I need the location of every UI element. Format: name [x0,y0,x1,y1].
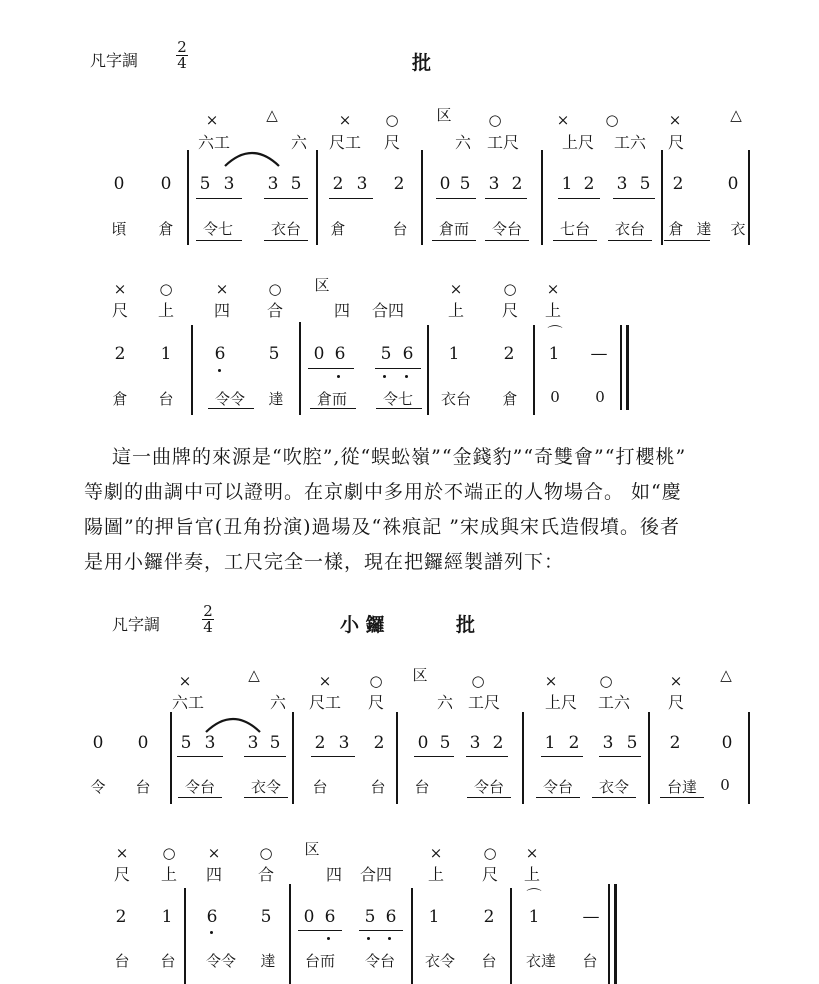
note: 6 [324,907,336,927]
perc: 衣台 [614,220,645,238]
time-signature [198,604,218,635]
note: 2 [373,733,385,753]
beam [467,797,511,798]
perc: 0 [550,388,560,406]
bar-line [299,322,301,415]
gongche: 六工 [197,133,230,152]
beam [664,240,710,241]
meter-bottom: 4 [177,54,187,72]
note: 2 [115,907,127,927]
gongche: 六工 [171,693,204,712]
gongche: 上 [160,865,177,884]
mark: × [215,280,229,298]
note: 2 [669,733,681,753]
note: 6 [334,344,346,364]
note: 2 [492,733,504,753]
note: 5 [439,733,451,753]
gongche: 尺工 [308,693,341,712]
note: 2 [503,344,515,364]
beam [244,797,288,798]
gongche: 尺 [667,133,684,152]
note: 5 [290,174,302,194]
key-signature: 凡字調 [90,51,139,70]
perc: 令台 [491,220,522,238]
gongche: 工六 [597,693,630,712]
perc: 令台 [184,778,215,796]
note: 6 [385,907,397,927]
bar-line [533,325,535,415]
note: 6 [206,907,218,927]
mark: × [113,280,127,298]
mark: ○ [471,672,485,690]
perc: 達 [268,390,284,408]
meter-bottom: 4 [203,618,213,636]
note: 3 [469,733,481,753]
mark: × [668,111,682,129]
note: — [582,907,600,927]
tie-arc [222,146,282,170]
note: 0 [160,174,172,194]
note: 2 [483,907,495,927]
beam [310,408,356,409]
perc: 令台 [542,778,573,796]
gongche: 尺 [367,693,384,712]
note: 1 [561,174,573,194]
perc: 0 [595,388,605,406]
note: 5 [269,733,281,753]
note: 1 [528,907,540,927]
gongche: 上 [157,301,174,320]
beam [432,240,476,241]
note: — [590,344,608,364]
mark: × [205,111,219,129]
mark: × [546,280,560,298]
piece-title-suffix: 批 [456,614,476,636]
note: 3 [223,174,235,194]
note: 5 [639,174,651,194]
gongche: 六 [454,133,471,152]
beam [599,756,641,757]
note: 2 [393,174,405,194]
bar-line [510,888,512,984]
note: 1 [548,344,560,364]
mark: × [338,111,352,129]
bar-line [187,150,189,245]
piece-title: 小 鑼 [340,614,385,636]
beam [592,797,636,798]
gongche: 尺 [667,693,684,712]
note: 1 [161,907,173,927]
perc: 衣令 [424,952,455,970]
beam [613,198,655,199]
paragraph-line: 這一曲牌的來源是“吹腔”,從“蜈蚣嶺”“金錢豹”“奇雙會”“打櫻桃” [112,446,687,468]
perc: 倉 [158,220,174,238]
final-bar-thin [608,884,610,984]
perc: 七台 [559,220,590,238]
beam [375,368,421,369]
gongche: 尺 [481,865,498,884]
beam [308,368,354,369]
mark: ○ [483,844,497,862]
note: 3 [338,733,350,753]
gongche: 工尺 [486,133,519,152]
perc: 令令 [214,390,245,408]
mark: ○ [385,111,399,129]
octave-dot [367,937,370,940]
mark: × [525,844,539,862]
bar-line [648,712,650,804]
mark: × [178,672,192,690]
bar-line [396,712,398,804]
beam [264,240,308,241]
beam [311,756,355,757]
note: 1 [448,344,460,364]
beam [436,198,476,199]
note: 3 [616,174,628,194]
fermata: ⌒ [526,887,542,905]
note: 5 [380,344,392,364]
mark: 区 [314,276,330,294]
note: 5 [459,174,471,194]
perc: 台 [370,778,386,796]
gongche: 合 [266,301,283,320]
bar-line [748,150,750,245]
bar-line [316,150,318,245]
mark: × [207,844,221,862]
mark: × [318,672,332,690]
perc: 倉而 [316,390,347,408]
gongche: 四 [213,301,230,320]
gongche: 工尺 [467,693,500,712]
perc: 令七 [202,220,233,238]
time-signature [172,40,192,71]
mark: × [449,280,463,298]
gongche: 上 [544,301,561,320]
gongche: 上 [523,865,540,884]
note: 5 [180,733,192,753]
note: 1 [544,733,556,753]
beam [660,797,704,798]
mark: × [429,844,443,862]
gongche: 合四 [371,301,404,320]
perc: 令 [90,778,106,796]
note: 0 [313,344,325,364]
octave-dot [210,931,213,934]
note: 2 [672,174,684,194]
beam [178,797,222,798]
note: 2 [568,733,580,753]
beam [553,240,597,241]
beam [298,930,342,931]
note: 6 [214,344,226,364]
mark: × [556,111,570,129]
perc: 令令 [205,952,236,970]
note: 0 [721,733,733,753]
perc: 台 [114,952,130,970]
gongche: 六 [290,133,307,152]
mark: ○ [488,111,502,129]
fermata: ⌒ [547,324,563,342]
perc: 頃 [111,220,127,238]
note: 5 [260,907,272,927]
bar-line [541,150,543,245]
beam [264,198,308,199]
perc: 令台 [364,952,395,970]
octave-dot [388,937,391,940]
octave-dot [337,375,340,378]
mark: ○ [599,672,613,690]
gongche: 合四 [359,865,392,884]
paragraph-line: 是用小鑼伴奏，工尺完全一樣，現在把鑼經製譜列下： [84,551,565,573]
perc: 台達 [666,778,697,796]
octave-dot [405,375,408,378]
note: 5 [268,344,280,364]
perc: 倉 [502,390,518,408]
octave-dot [218,369,221,372]
perc: 衣台 [440,390,471,408]
note: 2 [114,344,126,364]
mark: 区 [304,840,320,858]
note: 3 [602,733,614,753]
beam [466,756,508,757]
perc: 達 [260,952,276,970]
mark: ○ [259,844,273,862]
note: 5 [626,733,638,753]
note: 0 [417,733,429,753]
mark: ○ [159,280,173,298]
note: 3 [204,733,216,753]
note: 5 [364,907,376,927]
beam [608,240,652,241]
bar-line [289,884,291,984]
note: 2 [583,174,595,194]
perc: 衣達 [525,952,556,970]
perc: 台 [392,220,408,238]
bar-line [427,325,429,415]
gongche: 上尺 [544,693,577,712]
meter-top: 2 [177,38,187,56]
note: 3 [356,174,368,194]
paragraph-line: 陽圖”的押旨官(丑角扮演)過場及“袾痕記 ”宋成與宋氏造假墳。後者 [84,516,681,538]
beam [541,756,583,757]
perc: 台 [158,390,174,408]
beam [196,198,242,199]
gongche: 上 [427,865,444,884]
meter-top: 2 [203,602,213,620]
perc: 台 [414,778,430,796]
perc: 倉 [330,220,346,238]
mark: ○ [268,280,282,298]
note: 0 [439,174,451,194]
note: 1 [428,907,440,927]
note: 0 [113,174,125,194]
perc: 衣 [730,220,746,238]
perc: 台 [135,778,151,796]
note: 0 [727,174,739,194]
note: 0 [92,733,104,753]
perc: 台 [312,778,328,796]
mark: 区 [436,106,452,124]
gongche: 合 [257,865,274,884]
perc: 衣令 [598,778,629,796]
final-bar-thick [614,884,617,984]
perc: 倉 [668,220,684,238]
mark: ○ [162,844,176,862]
perc: 0 [720,776,730,794]
bar-line [748,712,750,804]
beam [376,408,422,409]
note: 3 [267,174,279,194]
note: 2 [511,174,523,194]
gongche: 上 [447,301,464,320]
note: 3 [247,733,259,753]
gongche: 工六 [613,133,646,152]
bar-line [170,712,172,804]
beam [329,198,373,199]
beam [536,797,580,798]
note: 3 [488,174,500,194]
mark: × [544,672,558,690]
gongche: 尺工 [328,133,361,152]
perc: 衣令 [250,778,281,796]
perc: 台而 [304,952,335,970]
perc: 台 [481,952,497,970]
bar-line [411,888,413,984]
piece-title: 批 [412,52,432,74]
beam [558,198,600,199]
mark: ○ [369,672,383,690]
mark: ○ [503,280,517,298]
beam [485,240,529,241]
mark: △ [720,666,732,684]
gongche: 四 [333,301,350,320]
beam [177,756,223,757]
bar-line [661,150,663,245]
mark: △ [248,666,260,684]
beam [196,240,242,241]
gongche: 六 [436,693,453,712]
note: 2 [332,174,344,194]
bar-line [421,150,423,245]
final-bar-thick [626,325,629,410]
gongche: 六 [269,693,286,712]
bar-line [191,325,193,415]
perc: 台 [160,952,176,970]
mark: ○ [605,111,619,129]
beam [244,756,286,757]
beam [359,930,403,931]
note: 5 [199,174,211,194]
mark: × [115,844,129,862]
paragraph-line: 等劇的曲調中可以證明。在京劇中多用於不端正的人物場合。 如“慶 [84,481,682,503]
gongche: 四 [205,865,222,884]
bar-line [292,712,294,804]
note: 0 [137,733,149,753]
gongche: 尺 [383,133,400,152]
final-bar-thin [620,325,622,410]
mark: 区 [412,666,428,684]
gongche: 尺 [501,301,518,320]
mark: △ [266,106,278,124]
tie-arc [203,712,263,736]
beam [208,408,254,409]
perc: 令七 [382,390,413,408]
octave-dot [327,937,330,940]
mark: △ [730,106,742,124]
perc: 衣台 [270,220,301,238]
note: 0 [303,907,315,927]
perc: 台 [582,952,598,970]
perc: 倉而 [438,220,469,238]
gongche: 尺 [113,865,130,884]
beam [485,198,527,199]
key-signature: 凡字調 [112,615,161,634]
note: 2 [314,733,326,753]
octave-dot [383,375,386,378]
beam [414,756,454,757]
perc: 達 [696,220,712,238]
gongche: 上尺 [561,133,594,152]
perc: 令台 [473,778,504,796]
gongche: 四 [325,865,342,884]
gongche: 尺 [111,301,128,320]
bar-line [184,888,186,984]
mark: × [669,672,683,690]
note: 1 [160,344,172,364]
perc: 倉 [112,390,128,408]
bar-line [522,712,524,804]
note: 6 [402,344,414,364]
